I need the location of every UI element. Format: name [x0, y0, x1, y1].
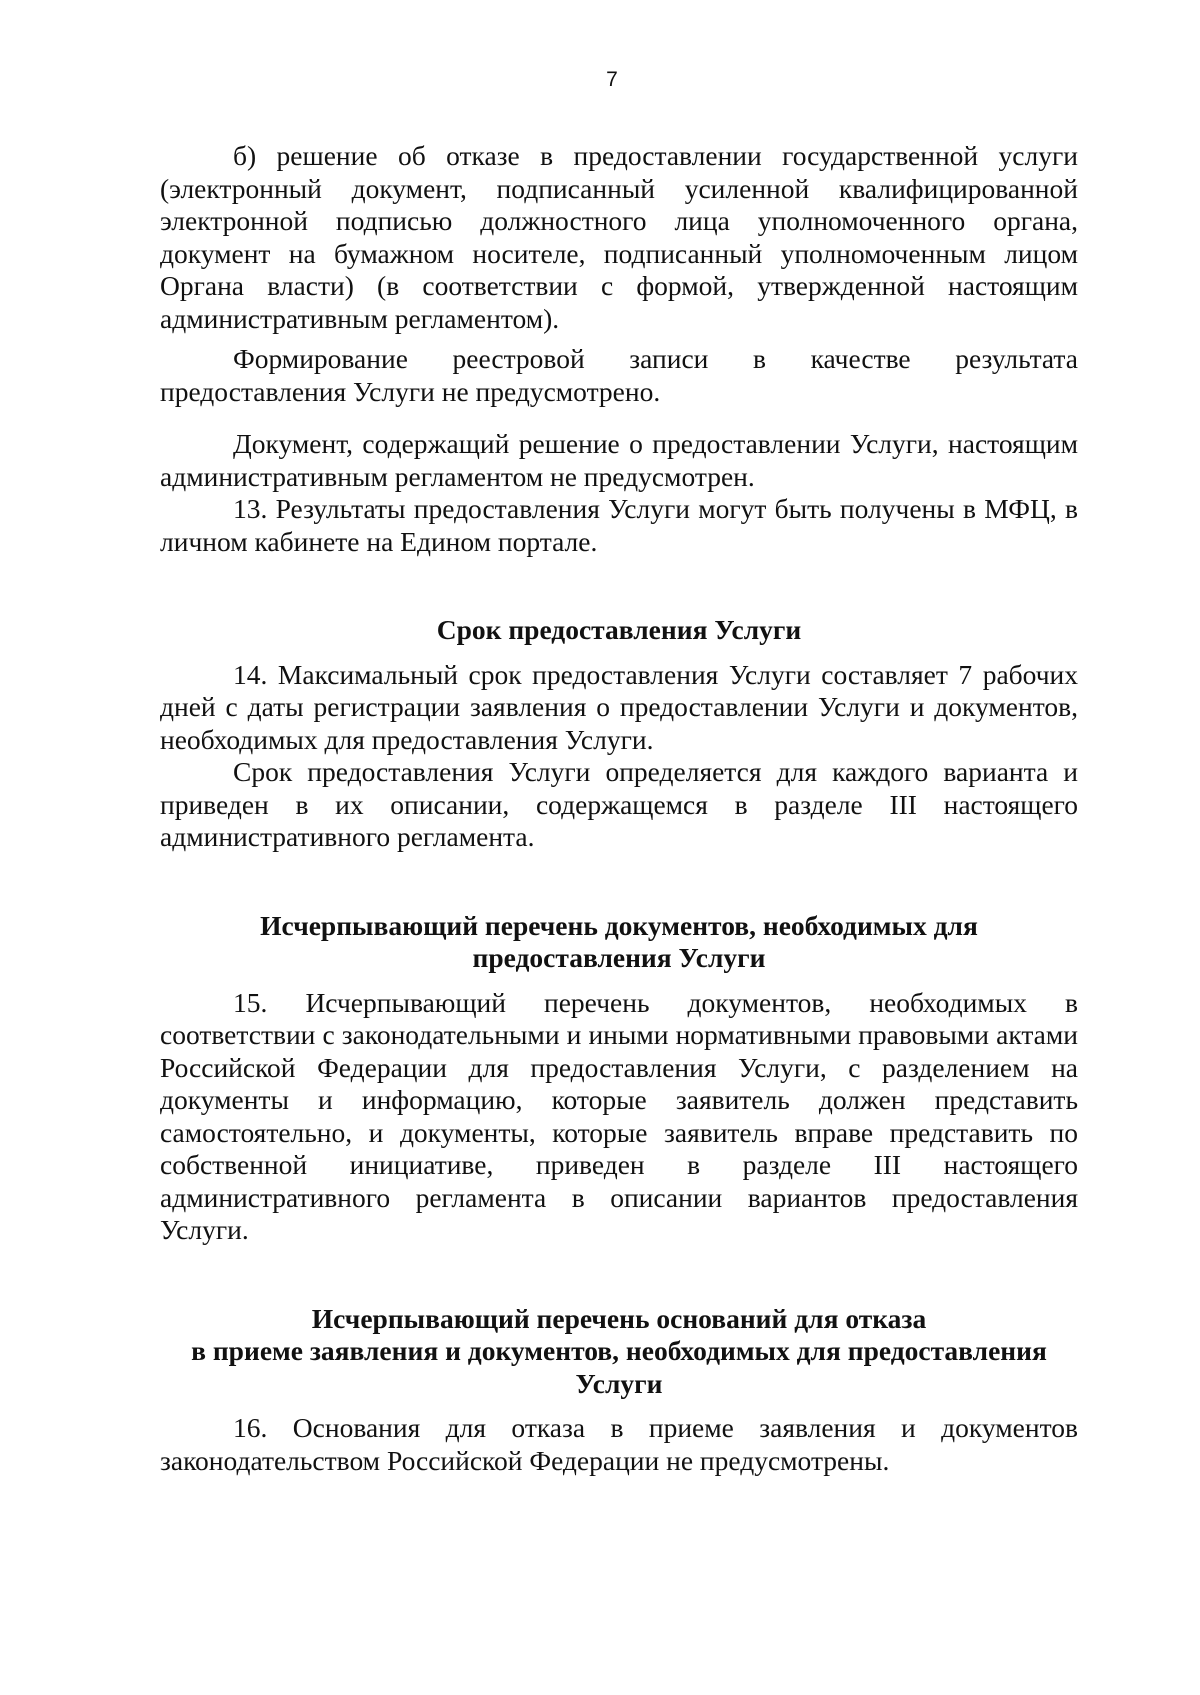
heading-service-term-line: Срок предоставления Услуги [436, 614, 802, 645]
paragraph-16-grounds: 16. Основания для отказа в приеме заявления и документов законодательством Российской Федерации не предусмотрены. [160, 1412, 1078, 1476]
heading-refusal-grounds-line-2: в приеме заявления и документов, необходимых для предоставления [191, 1335, 1047, 1366]
paragraph-13-results: 13. Результаты предоставления Услуги могут быть получены в МФЦ, в личном кабинете на Едином портале. [160, 493, 1078, 557]
paragraph-term-variants: Срок предоставления Услуги определяется для каждого варианта и приведен в их описании, содержащемся в разделе III настоящего административного регламента. [160, 756, 1078, 852]
paragraph-14-max-term: 14. Максимальный срок предоставления Услуги составляет 7 рабочих дней с даты регистрации заявления о предоставлении Услуги и документов, необходимых для предоставления Услуги. [160, 658, 1078, 755]
heading-refusal-grounds [160, 1303, 1078, 1401]
heading-documents-list-line-2: предоставления Услуги [472, 942, 766, 973]
page-number: 7 [606, 68, 618, 91]
heading-documents-list-line-1: Исчерпывающий перечень документов, необходимых для [260, 909, 978, 941]
document-body [160, 140, 1078, 1477]
paragraph-registry-entry: Формирование реестровой записи в качестве результата предоставления Услуги не предусмотрено. [160, 343, 1078, 407]
heading-documents-list [160, 910, 1078, 975]
heading-refusal-grounds-line-1: Исчерпывающий перечень оснований для отказа [311, 1302, 927, 1334]
paragraph-15-documents: 15. Исчерпывающий перечень документов, необходимых в соответствии с законодательными и иными нормативными правовыми актами Российской Федерации для предоставления Услуги, с разделением на документы и информацию, которые заявитель должен представить самостоятельно, и документы, которые заявитель вправе представить по собственной инициативе, приведен в разделе III настоящего административного регламента в описании вариантов предоставления Услуги. [160, 986, 1078, 1245]
heading-service-term [160, 614, 1078, 647]
heading-refusal-grounds-line-3: Услуги [575, 1367, 663, 1399]
paragraph-decision-document: Документ, содержащий решение о предоставлении Услуги, настоящим административным регламентом не предусмотрен. [160, 428, 1078, 492]
paragraph-refusal-decision: б) решение об отказе в предоставлении государственной услуги (электронный документ, подписанный усиленной квалифицированной электронной подписью должностного лица уполномоченного органа, документ на бумажном носителе, подписанный уполномоченным лицом Органа власти) (в соответствии с формой, утвержденной настоящим административным регламентом). [160, 140, 1078, 334]
